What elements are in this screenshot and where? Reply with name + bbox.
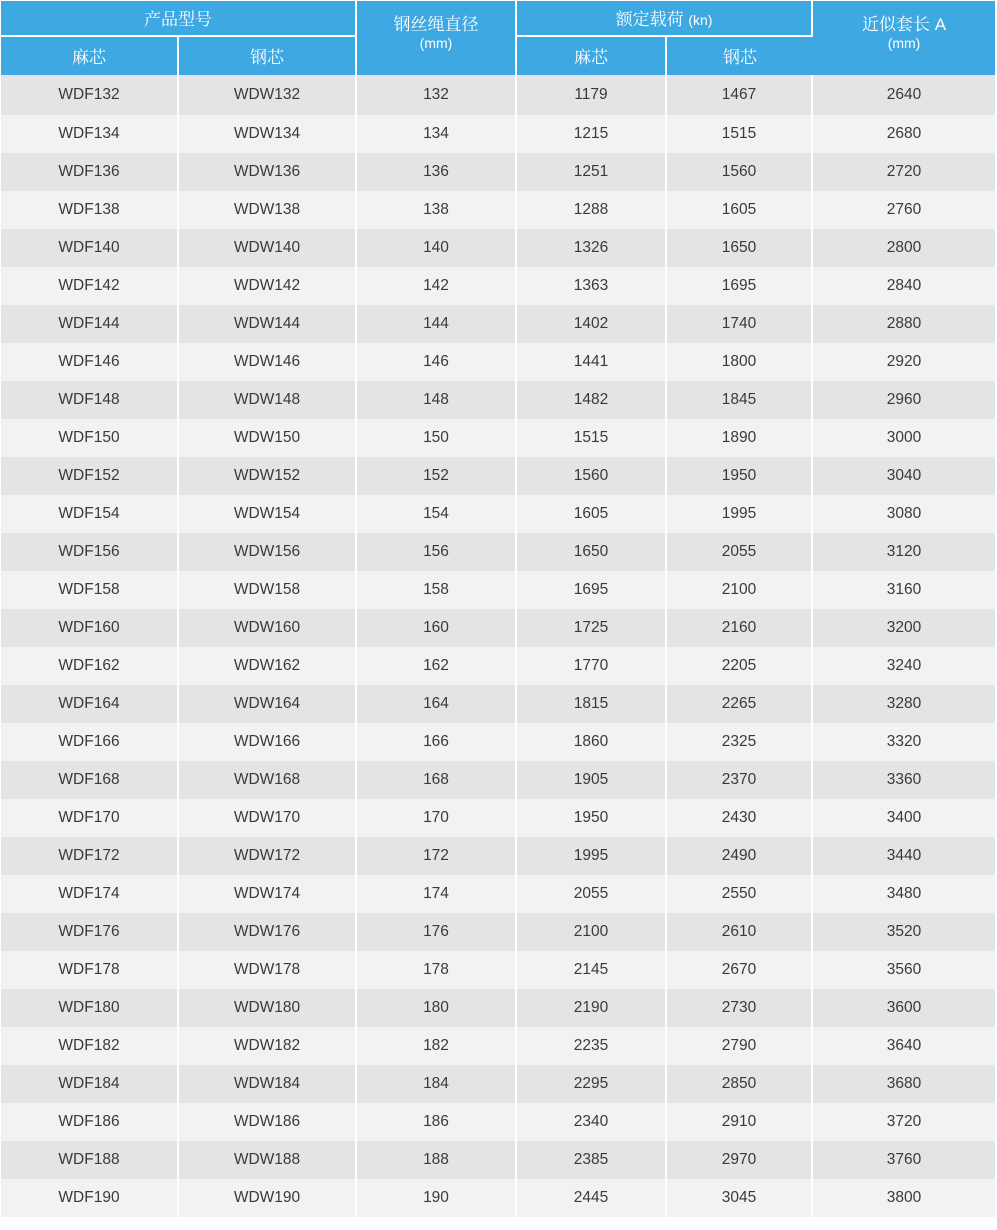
cell-load-steel: 1995 xyxy=(667,495,813,533)
cell-rope-diameter: 150 xyxy=(357,419,517,457)
cell-load-steel: 2265 xyxy=(667,685,813,723)
table-row xyxy=(1,799,995,837)
cell-model-steel: WDW150 xyxy=(179,419,357,457)
table-row xyxy=(1,457,995,495)
cell-model-hemp: WDF186 xyxy=(1,1103,179,1141)
cell-rope-diameter: 184 xyxy=(357,1065,517,1103)
cell-rope-diameter: 170 xyxy=(357,799,517,837)
cell-load-steel: 2970 xyxy=(667,1141,813,1179)
spec-table xyxy=(1,1,995,1217)
header-model-steel: 钢芯 xyxy=(179,37,357,75)
header-rope-diameter-label: 钢丝绳直径 xyxy=(393,15,479,34)
table-row xyxy=(1,647,995,685)
cell-load-steel: 2850 xyxy=(667,1065,813,1103)
cell-model-steel: WDW148 xyxy=(179,381,357,419)
table-row xyxy=(1,1065,995,1103)
header-rope-diameter xyxy=(357,1,517,75)
cell-model-hemp: WDF146 xyxy=(1,343,179,381)
cell-load-hemp: 1995 xyxy=(517,837,667,875)
cell-rope-diameter: 152 xyxy=(357,457,517,495)
cell-model-hemp: WDF138 xyxy=(1,191,179,229)
cell-load-steel: 1845 xyxy=(667,381,813,419)
cell-load-hemp: 1650 xyxy=(517,533,667,571)
cell-model-hemp: WDF166 xyxy=(1,723,179,761)
cell-rope-diameter: 186 xyxy=(357,1103,517,1141)
table-row xyxy=(1,685,995,723)
cell-sleeve-length: 3360 xyxy=(813,761,995,799)
cell-model-steel: WDW144 xyxy=(179,305,357,343)
cell-sleeve-length: 3720 xyxy=(813,1103,995,1141)
cell-load-hemp: 1860 xyxy=(517,723,667,761)
cell-model-hemp: WDF144 xyxy=(1,305,179,343)
table-row xyxy=(1,153,995,191)
cell-model-hemp: WDF132 xyxy=(1,75,179,115)
cell-model-steel: WDW188 xyxy=(179,1141,357,1179)
cell-load-steel: 2610 xyxy=(667,913,813,951)
cell-rope-diameter: 188 xyxy=(357,1141,517,1179)
cell-model-hemp: WDF142 xyxy=(1,267,179,305)
cell-model-hemp: WDF182 xyxy=(1,1027,179,1065)
cell-rope-diameter: 160 xyxy=(357,609,517,647)
header-sleeve-length-unit: (mm) xyxy=(887,35,921,51)
cell-model-hemp: WDF150 xyxy=(1,419,179,457)
cell-sleeve-length: 3560 xyxy=(813,951,995,989)
cell-sleeve-length: 3000 xyxy=(813,419,995,457)
cell-rope-diameter: 166 xyxy=(357,723,517,761)
cell-rope-diameter: 138 xyxy=(357,191,517,229)
cell-load-hemp: 1326 xyxy=(517,229,667,267)
cell-model-hemp: WDF168 xyxy=(1,761,179,799)
cell-model-hemp: WDF136 xyxy=(1,153,179,191)
cell-load-steel: 2370 xyxy=(667,761,813,799)
cell-model-hemp: WDF152 xyxy=(1,457,179,495)
cell-model-steel: WDW154 xyxy=(179,495,357,533)
cell-model-hemp: WDF160 xyxy=(1,609,179,647)
cell-model-hemp: WDF190 xyxy=(1,1179,179,1217)
cell-model-steel: WDW162 xyxy=(179,647,357,685)
cell-sleeve-length: 3600 xyxy=(813,989,995,1027)
table-row xyxy=(1,609,995,647)
cell-rope-diameter: 190 xyxy=(357,1179,517,1217)
cell-sleeve-length: 3760 xyxy=(813,1141,995,1179)
cell-load-steel: 2910 xyxy=(667,1103,813,1141)
header-sleeve-length-label: 近似套长 A xyxy=(861,15,947,34)
cell-model-hemp: WDF162 xyxy=(1,647,179,685)
table-row xyxy=(1,533,995,571)
cell-load-hemp: 2445 xyxy=(517,1179,667,1217)
cell-rope-diameter: 154 xyxy=(357,495,517,533)
cell-load-steel: 2730 xyxy=(667,989,813,1027)
cell-rope-diameter: 148 xyxy=(357,381,517,419)
cell-load-hemp: 1695 xyxy=(517,571,667,609)
cell-sleeve-length: 3800 xyxy=(813,1179,995,1217)
cell-load-steel: 1467 xyxy=(667,75,813,115)
cell-model-hemp: WDF174 xyxy=(1,875,179,913)
cell-sleeve-length: 3520 xyxy=(813,913,995,951)
cell-load-hemp: 1288 xyxy=(517,191,667,229)
cell-load-hemp: 1482 xyxy=(517,381,667,419)
cell-rope-diameter: 162 xyxy=(357,647,517,685)
cell-model-steel: WDW180 xyxy=(179,989,357,1027)
cell-load-hemp: 2055 xyxy=(517,875,667,913)
cell-load-hemp: 1815 xyxy=(517,685,667,723)
cell-sleeve-length: 3040 xyxy=(813,457,995,495)
cell-model-hemp: WDF184 xyxy=(1,1065,179,1103)
cell-load-steel: 2670 xyxy=(667,951,813,989)
cell-model-hemp: WDF148 xyxy=(1,381,179,419)
cell-load-hemp: 1179 xyxy=(517,75,667,115)
cell-rope-diameter: 182 xyxy=(357,1027,517,1065)
cell-model-hemp: WDF154 xyxy=(1,495,179,533)
table-row xyxy=(1,1027,995,1065)
cell-sleeve-length: 2800 xyxy=(813,229,995,267)
table-row xyxy=(1,1141,995,1179)
cell-model-steel: WDW172 xyxy=(179,837,357,875)
cell-load-hemp: 2340 xyxy=(517,1103,667,1141)
cell-model-steel: WDW190 xyxy=(179,1179,357,1217)
cell-model-steel: WDW182 xyxy=(179,1027,357,1065)
cell-rope-diameter: 164 xyxy=(357,685,517,723)
cell-load-steel: 1515 xyxy=(667,115,813,153)
header-model-label: 产品型号 xyxy=(144,10,212,29)
cell-model-steel: WDW186 xyxy=(179,1103,357,1141)
cell-load-hemp: 2235 xyxy=(517,1027,667,1065)
cell-rope-diameter: 132 xyxy=(357,75,517,115)
cell-load-steel: 1740 xyxy=(667,305,813,343)
cell-load-steel: 1605 xyxy=(667,191,813,229)
cell-load-steel: 2550 xyxy=(667,875,813,913)
cell-model-steel: WDW158 xyxy=(179,571,357,609)
cell-sleeve-length: 3240 xyxy=(813,647,995,685)
table-row xyxy=(1,305,995,343)
header-model xyxy=(1,1,357,37)
table-row xyxy=(1,951,995,989)
table-row xyxy=(1,495,995,533)
cell-rope-diameter: 176 xyxy=(357,913,517,951)
cell-sleeve-length: 3400 xyxy=(813,799,995,837)
cell-sleeve-length: 2960 xyxy=(813,381,995,419)
header-rated-load-label: 额定载荷 xyxy=(615,10,684,29)
cell-rope-diameter: 146 xyxy=(357,343,517,381)
cell-rope-diameter: 140 xyxy=(357,229,517,267)
header-model-hemp: 麻芯 xyxy=(1,37,179,75)
table-row xyxy=(1,989,995,1027)
cell-load-hemp: 1950 xyxy=(517,799,667,837)
cell-model-steel: WDW166 xyxy=(179,723,357,761)
cell-model-steel: WDW170 xyxy=(179,799,357,837)
cell-sleeve-length: 3680 xyxy=(813,1065,995,1103)
cell-sleeve-length: 3280 xyxy=(813,685,995,723)
cell-load-hemp: 1441 xyxy=(517,343,667,381)
cell-load-hemp: 2100 xyxy=(517,913,667,951)
table-row xyxy=(1,913,995,951)
table-row xyxy=(1,343,995,381)
cell-model-steel: WDW138 xyxy=(179,191,357,229)
cell-load-steel: 2160 xyxy=(667,609,813,647)
cell-load-hemp: 1905 xyxy=(517,761,667,799)
cell-load-steel: 1950 xyxy=(667,457,813,495)
cell-load-steel: 2790 xyxy=(667,1027,813,1065)
cell-model-hemp: WDF156 xyxy=(1,533,179,571)
cell-load-hemp: 1251 xyxy=(517,153,667,191)
cell-model-steel: WDW152 xyxy=(179,457,357,495)
cell-model-steel: WDW184 xyxy=(179,1065,357,1103)
cell-model-steel: WDW156 xyxy=(179,533,357,571)
cell-rope-diameter: 172 xyxy=(357,837,517,875)
cell-load-steel: 2325 xyxy=(667,723,813,761)
cell-model-hemp: WDF170 xyxy=(1,799,179,837)
cell-model-steel: WDW160 xyxy=(179,609,357,647)
cell-model-hemp: WDF176 xyxy=(1,913,179,951)
cell-rope-diameter: 174 xyxy=(357,875,517,913)
table-row xyxy=(1,723,995,761)
cell-model-steel: WDW174 xyxy=(179,875,357,913)
table-header xyxy=(1,1,995,75)
cell-load-steel: 1650 xyxy=(667,229,813,267)
cell-sleeve-length: 3160 xyxy=(813,571,995,609)
cell-load-steel: 2490 xyxy=(667,837,813,875)
cell-model-steel: WDW134 xyxy=(179,115,357,153)
cell-rope-diameter: 156 xyxy=(357,533,517,571)
cell-rope-diameter: 144 xyxy=(357,305,517,343)
cell-sleeve-length: 3200 xyxy=(813,609,995,647)
header-load-hemp: 麻芯 xyxy=(517,37,667,75)
table-row xyxy=(1,191,995,229)
cell-sleeve-length: 2840 xyxy=(813,267,995,305)
header-load-steel: 钢芯 xyxy=(667,37,813,75)
table-row xyxy=(1,75,995,115)
cell-sleeve-length: 2640 xyxy=(813,75,995,115)
cell-load-steel: 1695 xyxy=(667,267,813,305)
cell-load-hemp: 1363 xyxy=(517,267,667,305)
table-row xyxy=(1,761,995,799)
cell-model-hemp: WDF178 xyxy=(1,951,179,989)
cell-sleeve-length: 3320 xyxy=(813,723,995,761)
cell-sleeve-length: 2680 xyxy=(813,115,995,153)
cell-model-hemp: WDF188 xyxy=(1,1141,179,1179)
cell-model-hemp: WDF134 xyxy=(1,115,179,153)
cell-model-steel: WDW146 xyxy=(179,343,357,381)
header-sleeve-length xyxy=(813,1,995,75)
cell-model-steel: WDW168 xyxy=(179,761,357,799)
table-row xyxy=(1,267,995,305)
cell-sleeve-length: 3640 xyxy=(813,1027,995,1065)
table-row xyxy=(1,875,995,913)
table-row xyxy=(1,381,995,419)
cell-sleeve-length: 2880 xyxy=(813,305,995,343)
cell-sleeve-length: 3480 xyxy=(813,875,995,913)
cell-model-steel: WDW164 xyxy=(179,685,357,723)
cell-load-hemp: 1725 xyxy=(517,609,667,647)
cell-load-steel: 1800 xyxy=(667,343,813,381)
cell-sleeve-length: 2720 xyxy=(813,153,995,191)
cell-model-steel: WDW142 xyxy=(179,267,357,305)
header-rated-load xyxy=(517,1,813,37)
cell-model-steel: WDW176 xyxy=(179,913,357,951)
cell-sleeve-length: 2920 xyxy=(813,343,995,381)
cell-load-steel: 1560 xyxy=(667,153,813,191)
cell-load-steel: 1890 xyxy=(667,419,813,457)
table-row xyxy=(1,115,995,153)
cell-sleeve-length: 2760 xyxy=(813,191,995,229)
cell-sleeve-length: 3440 xyxy=(813,837,995,875)
cell-sleeve-length: 3120 xyxy=(813,533,995,571)
cell-model-hemp: WDF164 xyxy=(1,685,179,723)
cell-model-steel: WDW132 xyxy=(179,75,357,115)
cell-load-hemp: 1605 xyxy=(517,495,667,533)
cell-load-steel: 2055 xyxy=(667,533,813,571)
cell-model-hemp: WDF158 xyxy=(1,571,179,609)
cell-load-hemp: 2190 xyxy=(517,989,667,1027)
cell-rope-diameter: 142 xyxy=(357,267,517,305)
cell-rope-diameter: 158 xyxy=(357,571,517,609)
cell-model-steel: WDW140 xyxy=(179,229,357,267)
header-rope-diameter-unit: (mm) xyxy=(419,35,453,51)
header-rated-load-unit: (kn) xyxy=(688,12,713,28)
table-row xyxy=(1,837,995,875)
table-row xyxy=(1,1103,995,1141)
cell-model-hemp: WDF172 xyxy=(1,837,179,875)
cell-load-hemp: 2385 xyxy=(517,1141,667,1179)
cell-model-steel: WDW178 xyxy=(179,951,357,989)
table-row xyxy=(1,571,995,609)
cell-load-steel: 2100 xyxy=(667,571,813,609)
cell-rope-diameter: 180 xyxy=(357,989,517,1027)
table-row xyxy=(1,1179,995,1217)
cell-model-steel: WDW136 xyxy=(179,153,357,191)
cell-rope-diameter: 136 xyxy=(357,153,517,191)
table-body xyxy=(1,75,995,1217)
cell-load-hemp: 1560 xyxy=(517,457,667,495)
table-row xyxy=(1,229,995,267)
cell-load-hemp: 1402 xyxy=(517,305,667,343)
cell-load-steel: 2205 xyxy=(667,647,813,685)
cell-load-steel: 2430 xyxy=(667,799,813,837)
cell-load-hemp: 2295 xyxy=(517,1065,667,1103)
cell-rope-diameter: 134 xyxy=(357,115,517,153)
cell-load-hemp: 2145 xyxy=(517,951,667,989)
cell-sleeve-length: 3080 xyxy=(813,495,995,533)
cell-load-steel: 3045 xyxy=(667,1179,813,1217)
cell-load-hemp: 1770 xyxy=(517,647,667,685)
cell-load-hemp: 1515 xyxy=(517,419,667,457)
cell-model-hemp: WDF180 xyxy=(1,989,179,1027)
cell-rope-diameter: 168 xyxy=(357,761,517,799)
cell-load-hemp: 1215 xyxy=(517,115,667,153)
table-row xyxy=(1,419,995,457)
cell-model-hemp: WDF140 xyxy=(1,229,179,267)
cell-rope-diameter: 178 xyxy=(357,951,517,989)
